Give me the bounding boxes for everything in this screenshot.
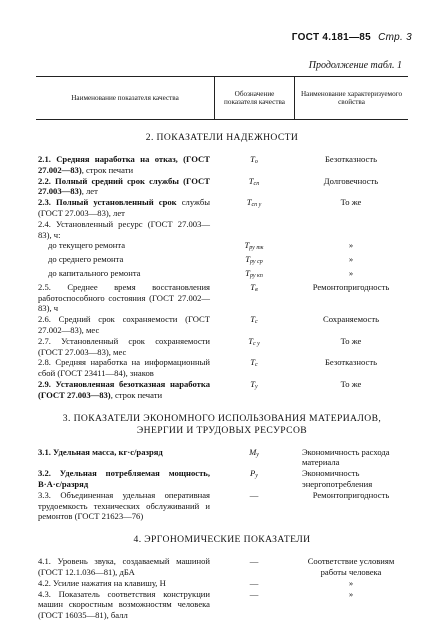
section-title-economy: 3. ПОКАЗАТЕЛИ ЭКОНОМНОГО ИСПОЛЬЗОВАНИЯ МАТЕРИАЛОВ, ЭНЕРГИИ И ТРУДОВЫХ РЕСУРСОВ — [62, 412, 382, 436]
indicator-name: 3.2. Удельная потребляемая мощность, В·А·с/разряд — [38, 468, 210, 489]
characteristic-property: То же — [340, 197, 362, 208]
indicator-name: до текущего ремонта — [48, 240, 126, 251]
table-row: 2.3. Полный установленный срок службы (ГОСТ 27.003—83), лет Tсп у То же — [36, 197, 408, 219]
indicator-name: 2.3. Полный установленный срок — [38, 197, 177, 208]
table-row — [36, 336, 408, 358]
table-row — [36, 468, 408, 490]
characteristic-property: Экономичность расхода материала — [302, 446, 390, 468]
table-row — [36, 219, 408, 241]
section-title-ergonomic: 4. ЭРГОНОМИЧЕСКИЕ ПОКАЗАТЕЛИ — [133, 534, 311, 546]
table-row — [36, 254, 408, 268]
page-header — [292, 32, 412, 43]
gost-number: ГОСТ 4.181—85 — [291, 32, 371, 43]
column-header-designation: Обозначение показателя качества — [214, 77, 294, 119]
table-row — [36, 314, 408, 336]
indicator-name: 2.8. Средняя наработка на информационный сбой (ГОСТ 23411—84), знаков — [38, 357, 210, 379]
indicator-symbol: Tру кп — [245, 267, 263, 279]
table-row: 2.2. Полный средний срок службы (ГОСТ 27.003—83), лет Tсп Долговечность — [36, 176, 408, 198]
indicator-name: 4.1. Уровень звука, создаваемый машиной (ГОСТ 12.1.036—81), дБА — [38, 556, 210, 577]
characteristic-property: » — [348, 267, 354, 278]
indicator-name: 2.1. Средняя наработка на отказ, (ГОСТ 27.002—83) — [38, 154, 210, 175]
indicator-name: 4.3. Показатель соответствия конструкции машин скоростным возможностям человека (ГОСТ 16035—81), балл — [38, 588, 210, 621]
table-body — [36, 120, 408, 621]
characteristic-property: » — [348, 588, 354, 599]
quality-indicators-table — [36, 76, 408, 621]
table-row — [36, 556, 408, 578]
indicator-name: 3.3. Объединенная удельная оперативная трудоемкость технических обслуживаний и ремонтов (ГОСТ 21623—76) — [38, 489, 210, 522]
table-continuation-note: Продолжение табл. 1 — [308, 60, 402, 71]
characteristic-property: » — [348, 577, 354, 588]
indicator-symbol: Tс — [250, 357, 258, 369]
indicator-symbol: Tру ср — [245, 254, 263, 266]
indicator-symbol: Pу — [250, 468, 258, 480]
characteristic-property: Долговечность — [323, 175, 379, 186]
table-row — [36, 240, 408, 254]
table-row — [36, 578, 408, 589]
indicator-name: 2.9. Установленная безотказная наработка (ГОСТ 27.003—83) — [38, 378, 210, 400]
indicator-symbol: Tв — [250, 281, 258, 293]
indicator-name: 4.2. Усилие нажатия на клавишу, Н — [38, 577, 166, 588]
section-title-reliability: 2. ПОКАЗАТЕЛИ НАДЕЖНОСТИ — [145, 132, 299, 143]
table-row — [36, 357, 408, 379]
table-row — [36, 268, 408, 282]
page-number: Стр. 3 — [378, 32, 412, 43]
indicator-name: 2.5. Среднее время восстановления работоспособного состояния (ГОСТ 27.002—83), ч — [38, 281, 210, 314]
characteristic-property: Безотказность — [325, 154, 377, 164]
characteristic-property: Безотказность — [325, 357, 377, 368]
indicator-symbol: Tсп у — [246, 197, 262, 209]
indicator-name: 2.6. Средний срок сохраняемости (ГОСТ 27.002—83), мес — [38, 314, 210, 335]
indicator-symbol: Tсп — [248, 175, 260, 187]
indicator-name: 2.2. Полный средний срок службы (ГОСТ 27.003—83) — [38, 175, 210, 197]
characteristic-property: Соответствие условиям работы человека — [307, 556, 395, 577]
indicator-symbol: — — [249, 588, 259, 599]
characteristic-property: То же — [340, 335, 362, 346]
indicator-symbol: Tс у — [248, 335, 260, 347]
characteristic-property: » — [348, 240, 354, 251]
table-row — [36, 447, 408, 469]
characteristic-property: Экономичность энергопотребления — [302, 468, 373, 489]
indicator-name: до капитального ремонта — [48, 267, 141, 278]
indicator-symbol: — — [249, 556, 259, 567]
table-row — [36, 589, 408, 621]
column-header-characteristic: Наименование характеризуемого свойства — [294, 77, 408, 119]
indicator-name: до среднего ремонта — [48, 254, 124, 265]
table-header — [36, 76, 408, 120]
table-row: 2.9. Установленная безотказная наработка (ГОСТ 27.003—83), строк печати Tу То же — [36, 379, 408, 401]
characteristic-property: Сохраняемость — [322, 314, 380, 325]
indicator-symbol: — — [249, 489, 259, 500]
characteristic-property: Ремонтопригодность — [312, 281, 390, 292]
indicator-name: 2.4. Установленный ресурс (ГОСТ 27.003—83), ч: — [38, 218, 210, 240]
indicator-symbol: — — [249, 577, 259, 588]
indicator-symbol: Tу — [250, 378, 258, 390]
indicator-symbol: Mу — [249, 446, 259, 458]
column-header-name: Наименование показателя качества — [71, 93, 179, 102]
indicator-symbol: Tру тк — [244, 240, 264, 252]
table-row — [36, 282, 408, 314]
characteristic-property: » — [348, 254, 354, 265]
characteristic-property: Ремонтопригодность — [312, 489, 390, 500]
characteristic-property: То же — [340, 378, 362, 389]
table-row: 2.1. Средняя наработка на отказ, (ГОСТ 27.002—83), строк печати Tо Безотказность — [36, 154, 408, 176]
indicator-symbol: Tс — [250, 314, 258, 326]
indicator-symbol: Tо — [250, 154, 258, 165]
indicator-name: 3.1. Удельная масса, кг·с/разряд — [38, 446, 163, 457]
indicator-name: 2.7. Установленный срок сохраняемости (ГОСТ 27.003—83), мес — [38, 335, 210, 357]
table-row — [36, 490, 408, 522]
